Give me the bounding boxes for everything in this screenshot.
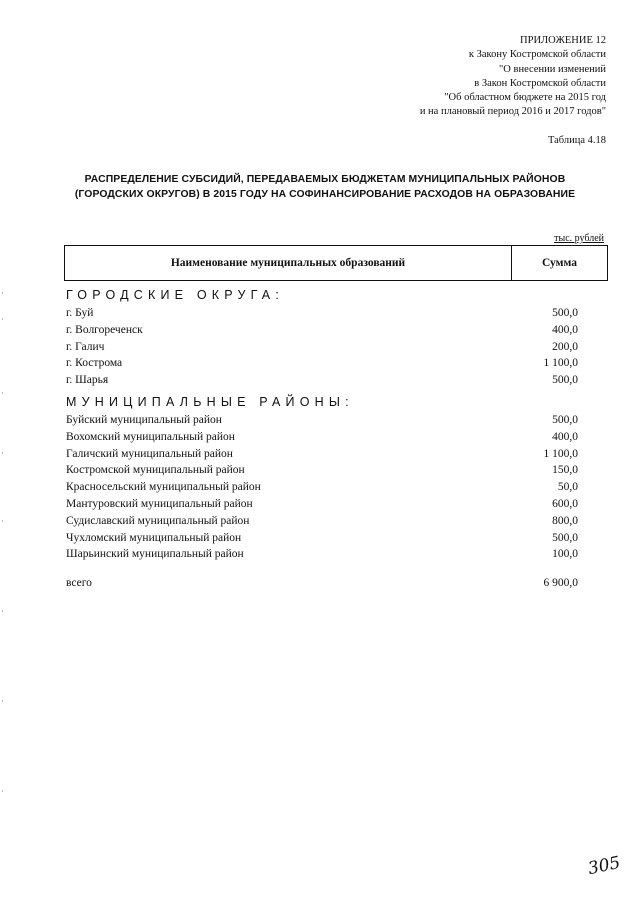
table-row xyxy=(66,546,578,563)
row-sum: 500,0 xyxy=(552,307,578,319)
row-name: Костромской муниципальный район xyxy=(66,464,245,477)
total-row xyxy=(66,575,578,592)
scan-mark xyxy=(2,610,3,612)
scan-mark xyxy=(2,520,3,522)
scan-mark xyxy=(2,392,3,394)
scan-mark xyxy=(2,452,3,454)
section-title-city-districts: ГОРОДСКИЕ ОКРУГА: xyxy=(66,288,285,302)
row-sum: 400,0 xyxy=(552,323,578,336)
table-row xyxy=(66,513,578,530)
table-reference: Таблица 4.18 xyxy=(547,135,606,146)
table-row xyxy=(66,355,578,372)
header-name-column: Наименование муниципальных образований xyxy=(65,246,512,280)
table-row xyxy=(66,339,578,356)
table-row xyxy=(66,530,578,547)
scan-mark xyxy=(2,292,3,294)
row-name: Буйский муниципальный район xyxy=(66,413,222,426)
table-row xyxy=(66,372,578,389)
appendix-line: в Закон Костромской области xyxy=(474,77,606,89)
appendix-header xyxy=(306,34,606,120)
appendix-line: к Закону Костромской области xyxy=(468,49,606,61)
row-sum: 600,0 xyxy=(552,497,578,510)
row-sum: 100,0 xyxy=(552,548,578,561)
row-name: г. Буй xyxy=(66,307,94,319)
scan-mark xyxy=(2,700,3,702)
row-name: г. Шарья xyxy=(66,374,109,387)
row-sum: 150,0 xyxy=(552,464,578,477)
header-sum-column: Сумма xyxy=(542,257,577,269)
total-label: всего xyxy=(66,577,92,590)
row-sum: 800,0 xyxy=(552,514,578,527)
row-name: Вохомский муниципальный район xyxy=(66,430,235,443)
document-title xyxy=(60,172,590,202)
handwritten-page-number: 305 xyxy=(586,852,623,880)
total-sum: 6 900,0 xyxy=(543,577,578,590)
table-row xyxy=(66,305,578,322)
table-row xyxy=(66,322,578,339)
units-label: тыс. рублей xyxy=(554,233,604,244)
row-sum: 400,0 xyxy=(552,430,578,443)
row-name: г. Волгореченск xyxy=(66,323,143,336)
row-name: Красносельский муниципальный район xyxy=(66,481,261,494)
appendix-line: ПРИЛОЖЕНИЕ 12 xyxy=(520,35,606,46)
row-name: Шарьинский муниципальный район xyxy=(66,548,244,561)
appendix-line: и на плановый период 2016 и 2017 годов" xyxy=(419,106,606,118)
table-row xyxy=(66,446,578,463)
row-sum: 50,0 xyxy=(557,481,578,494)
table-row xyxy=(66,429,578,446)
row-name: Мантуровский муниципальный район xyxy=(66,497,253,510)
table-body xyxy=(66,286,578,592)
appendix-line: "Об областном бюджете на 2015 год xyxy=(444,92,606,104)
table-row xyxy=(66,479,578,496)
scan-mark xyxy=(2,790,3,792)
row-sum: 500,0 xyxy=(552,374,578,387)
table-row xyxy=(66,412,578,429)
table-row xyxy=(66,462,578,479)
row-sum: 1 100,0 xyxy=(543,357,578,370)
scan-mark xyxy=(2,318,3,320)
appendix-line: "О внесении изменений xyxy=(499,63,606,75)
row-name: г. Кострома xyxy=(66,357,123,370)
row-name: Чухломский муниципальный район xyxy=(66,531,242,544)
row-name: г. Галич xyxy=(66,340,105,353)
row-sum: 500,0 xyxy=(552,531,578,544)
row-name: Галичский муниципальный район xyxy=(66,447,233,460)
section-title-municipal-districts: МУНИЦИПАЛЬНЫЕ РАЙОНЫ: xyxy=(66,394,354,409)
table-row xyxy=(66,496,578,513)
row-sum: 500,0 xyxy=(552,413,578,426)
row-name: Судиславский муниципальный район xyxy=(66,514,250,527)
title-line-1: РАСПРЕДЕЛЕНИЕ СУБСИДИЙ, ПЕРЕДАВАЕМЫХ БЮДЖЕТАМ МУНИЦИПАЛЬНЫХ РАЙОНОВ xyxy=(84,174,566,185)
table-header xyxy=(64,245,608,281)
row-sum: 200,0 xyxy=(552,340,578,353)
row-sum: 1 100,0 xyxy=(543,447,578,460)
title-line-2: (ГОРОДСКИХ ОКРУГОВ) В 2015 ГОДУ НА СОФИНАНСИРОВАНИЕ РАСХОДОВ НА ОБРАЗОВАНИЕ xyxy=(74,189,576,200)
